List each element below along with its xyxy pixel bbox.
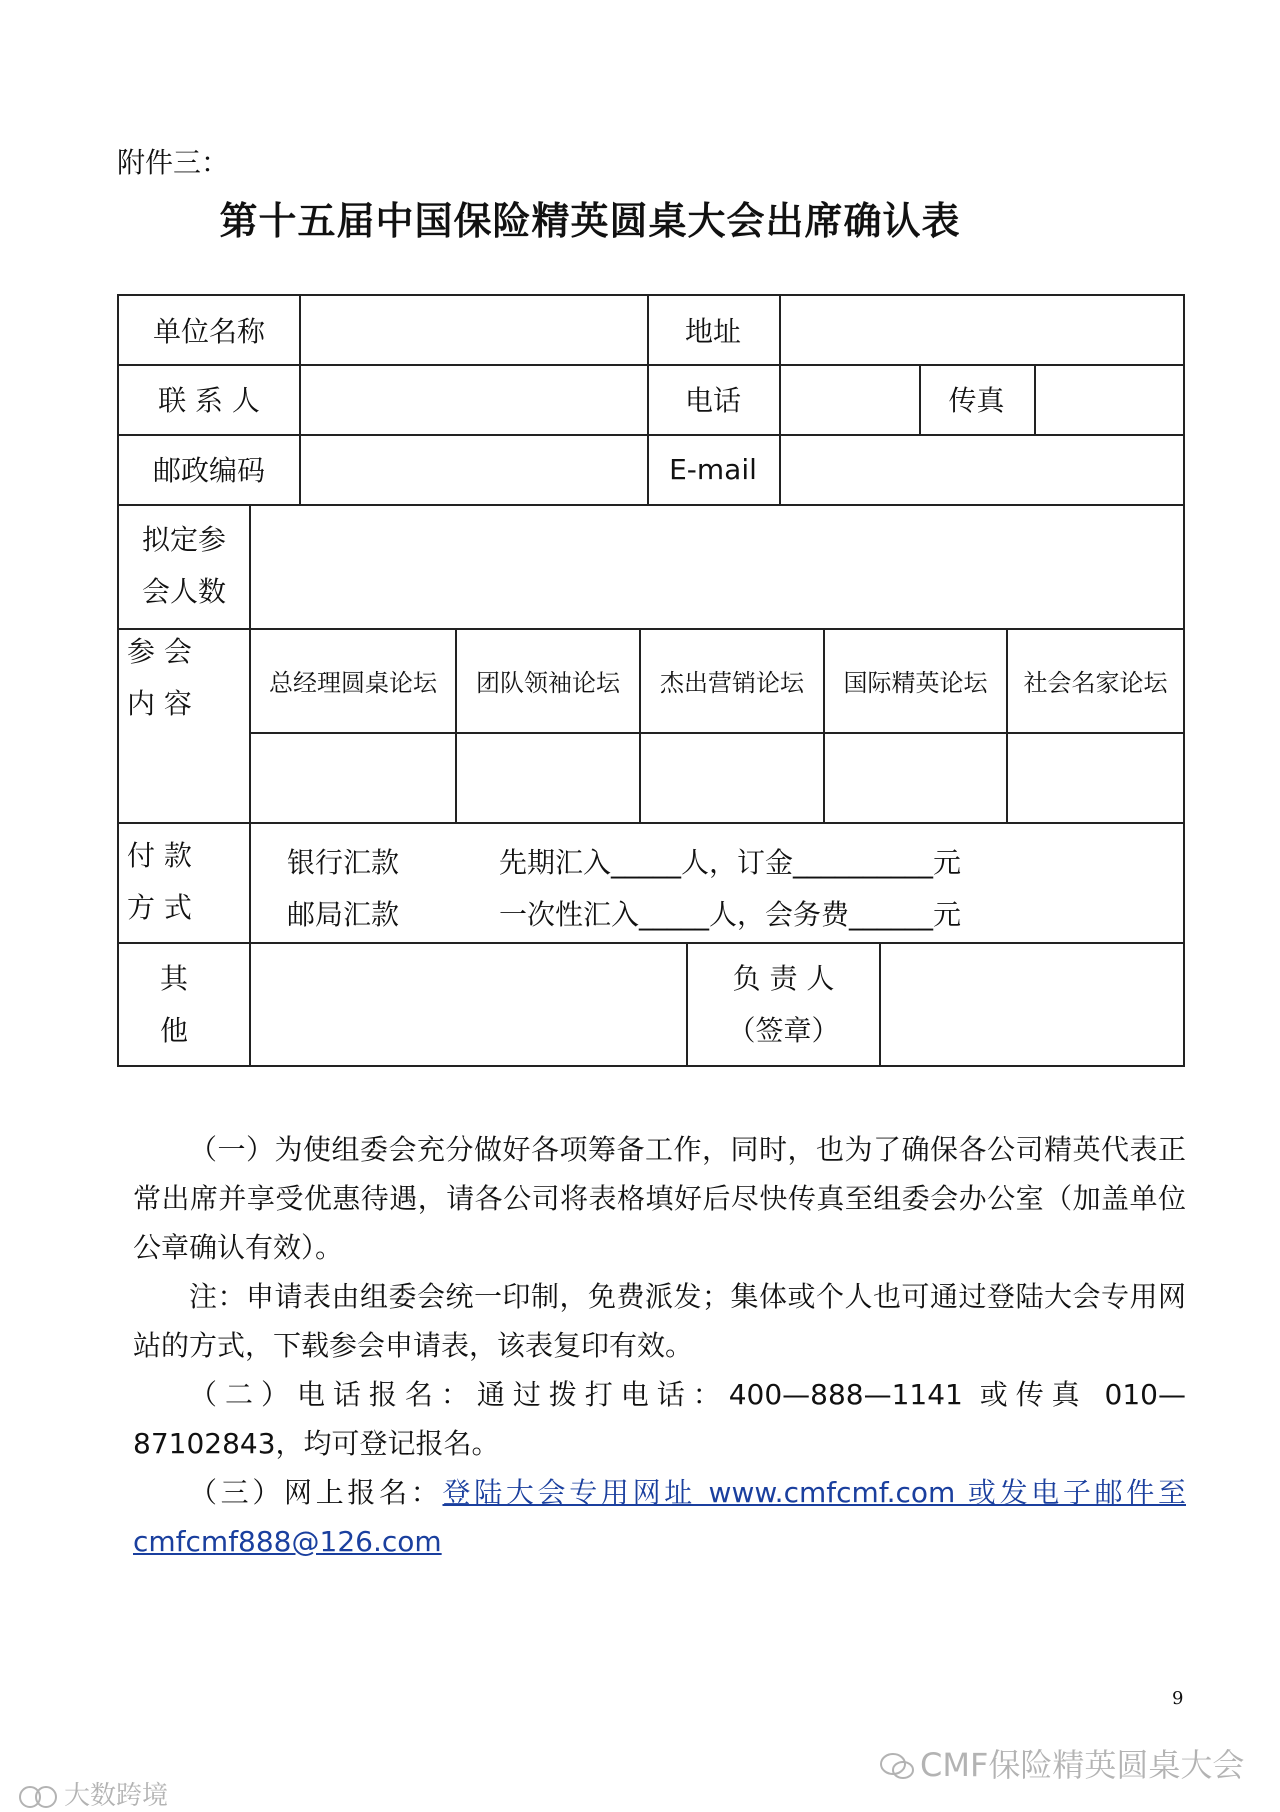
bank-transfer-label: 银行汇款 — [287, 846, 400, 879]
forum-checkbox-3[interactable] — [641, 734, 823, 822]
page-title: 第十五届中国保险精英圆桌大会出席确认表 — [219, 199, 961, 243]
forum-checkbox-2[interactable] — [457, 734, 639, 822]
notes-section — [133, 1125, 1186, 1566]
row-divider — [119, 822, 1183, 824]
forum-checkbox-4[interactable] — [825, 734, 1006, 822]
attachment-label: 附件三： — [117, 146, 230, 179]
payment-fee-line: 一次性汇入_____人，会务费______元 — [499, 898, 962, 931]
attendees-label — [119, 504, 249, 628]
unit-name-label: 单位名称 — [152, 315, 265, 348]
unit-name-field[interactable] — [301, 296, 647, 364]
email-field[interactable] — [781, 434, 1183, 504]
forum-gm-roundtable: 总经理圆桌论坛 — [269, 668, 437, 697]
brand-watermark — [18, 1775, 168, 1812]
confirmation-form-table — [117, 294, 1185, 1067]
other-field[interactable] — [251, 942, 686, 1067]
address-label: 地址 — [684, 315, 741, 348]
postcode-field[interactable] — [301, 434, 647, 504]
brand-logo-icon — [18, 1784, 58, 1810]
postcode-label: 邮政编码 — [152, 454, 265, 487]
payment-deposit-line: 先期汇入_____人，订金__________元 — [499, 846, 962, 879]
responsible-label-line1: 负 责 人 — [732, 961, 835, 995]
payment-label-line2: 方 式 — [127, 891, 192, 924]
forum-social-celebrities: 社会名家论坛 — [1023, 668, 1168, 697]
other-label-line2: 他 — [159, 1013, 188, 1047]
watermark-right-text: CMF保险精英圆桌大会 — [920, 1746, 1245, 1784]
payment-label — [119, 822, 227, 942]
website-email-link[interactable]: 登陆大会专用网址 www.cmfcmf.com 或发电子邮件至cmfcmf888@126.com — [133, 1476, 1186, 1558]
other-label — [119, 942, 229, 1067]
page-number: 9 — [1172, 1688, 1184, 1709]
content-label — [119, 628, 227, 728]
note-paragraph-1: （一）为使组委会充分做好各项筹备工作，同时，也为了确保各公司精英代表正常出席并享受优惠待遇，请各公司将表格填好后尽快传真至组委会办公室（加盖单位公章确认有效）。 — [133, 1133, 1186, 1264]
wechat-icon — [880, 1753, 914, 1781]
attendees-label-line2: 会人数 — [141, 575, 226, 608]
forum-international-elite: 国际精英论坛 — [843, 668, 988, 697]
post-transfer-label: 邮局汇款 — [287, 898, 400, 931]
contact-field[interactable] — [301, 364, 647, 434]
address-field[interactable] — [781, 296, 1183, 364]
watermark-left-text: 大数跨境 — [64, 1781, 169, 1811]
content-label-line1: 参 会 — [127, 635, 192, 668]
note-paragraph-3: （二）电话报名：通过拨打电话：400—888—1141 或传真 010—87102843，均可登记报名。 — [133, 1378, 1186, 1460]
phone-label: 电话 — [684, 384, 741, 417]
online-signup-prefix: （三）网上报名： — [189, 1476, 443, 1509]
forum-team-leaders: 团队领袖论坛 — [476, 668, 620, 697]
responsible-label-line2: （签章） — [727, 1013, 840, 1047]
other-label-line1: 其 — [159, 961, 188, 995]
attendees-label-line1: 拟定参 — [141, 523, 226, 556]
responsible-label — [688, 942, 879, 1067]
forum-top-sales: 杰出营销论坛 — [660, 668, 804, 697]
phone-field[interactable] — [781, 364, 919, 434]
fax-field[interactable] — [1036, 364, 1183, 434]
payment-label-line1: 付 款 — [127, 839, 192, 872]
forum-checkbox-1[interactable] — [251, 734, 455, 822]
wechat-watermark — [880, 1740, 1244, 1786]
content-label-line2: 内 容 — [127, 687, 192, 720]
forum-checkbox-5[interactable] — [1008, 734, 1183, 822]
note-paragraph-2: 注：申请表由组委会统一印制，免费派发；集体或个人也可通过登陆大会专用网站的方式，下载参会申请表，该表复印有效。 — [133, 1280, 1186, 1362]
note-paragraph-4 — [133, 1468, 1186, 1566]
fax-label: 传真 — [948, 384, 1005, 417]
contact-label: 联 系 人 — [158, 384, 260, 417]
attendees-field[interactable] — [251, 504, 1183, 628]
signature-field[interactable] — [881, 942, 1183, 1067]
email-label: E-mail — [669, 452, 757, 486]
